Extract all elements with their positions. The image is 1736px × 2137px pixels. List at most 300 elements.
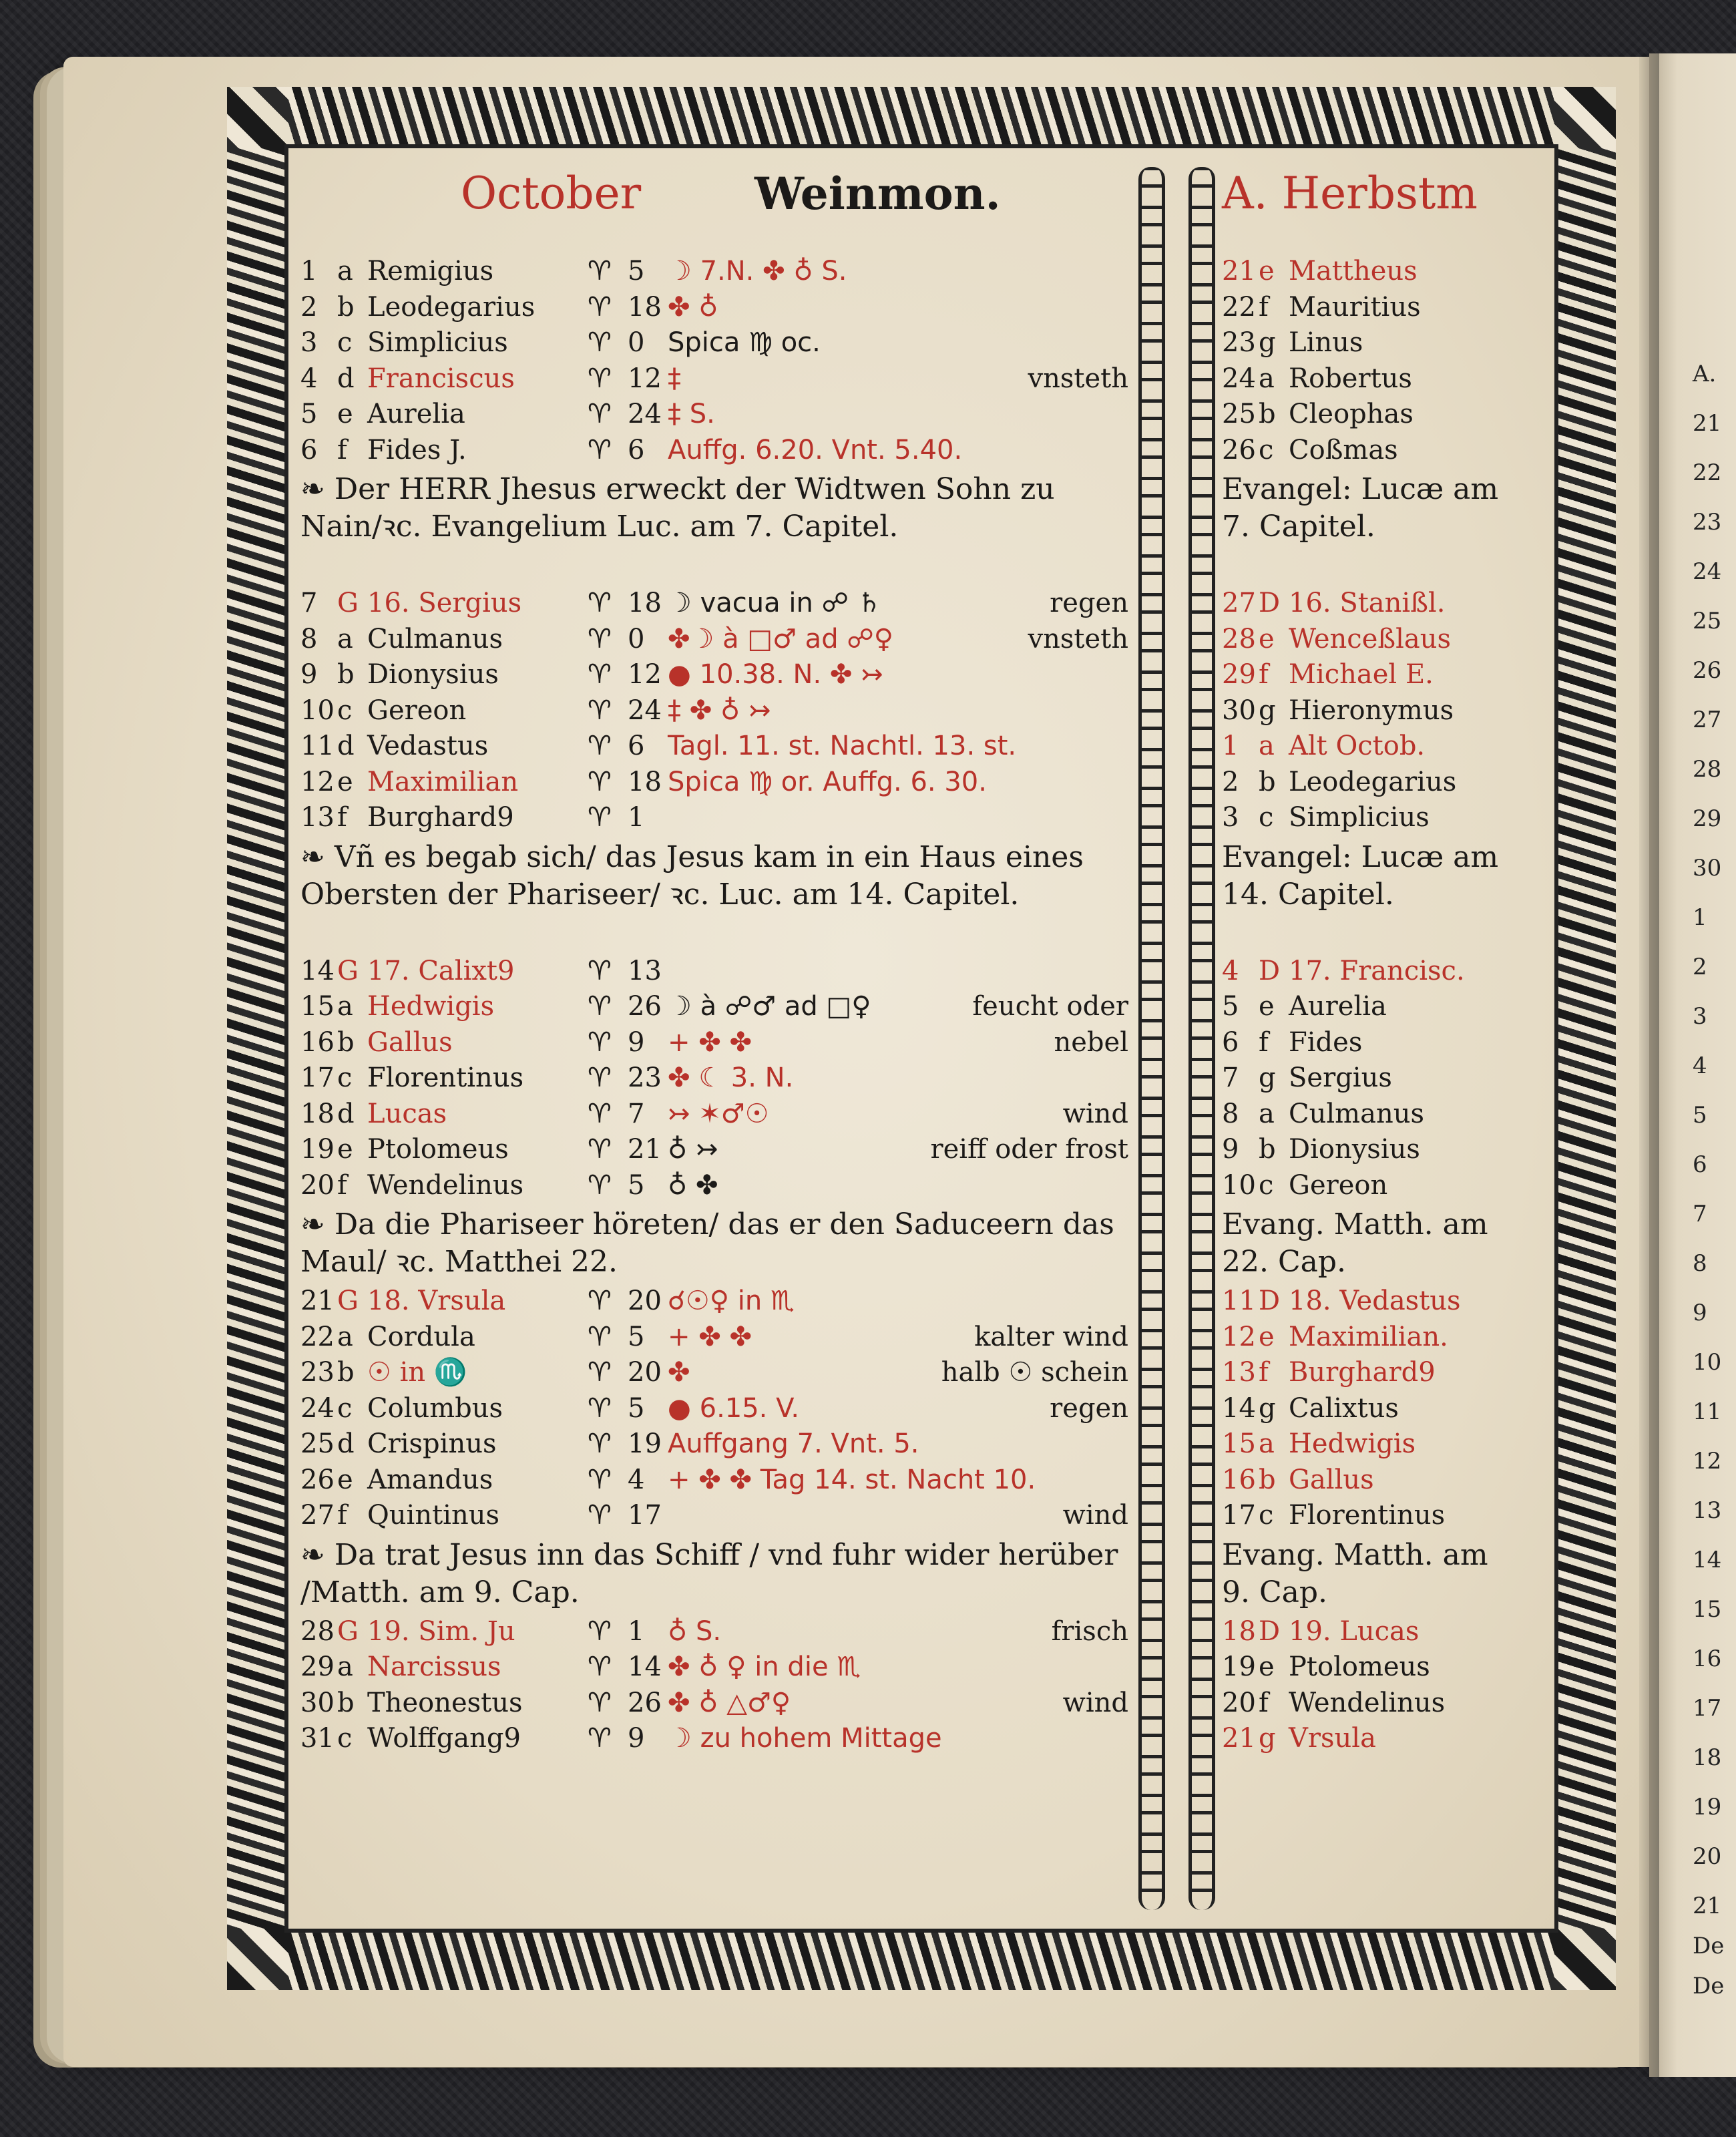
aspect-text: ● 10.38. N. ✤ ↣: [668, 659, 883, 690]
dominical-letter: f: [337, 802, 347, 833]
dominical-letter: d: [337, 363, 355, 394]
facing-page-number: 5: [1693, 1102, 1707, 1129]
old-day-number: 16: [1222, 1464, 1256, 1495]
day-number: 2: [300, 291, 318, 323]
old-day-row: [1222, 1498, 1502, 1533]
old-day-number: 23: [1222, 327, 1256, 358]
saint-name: 17. Calixt9: [367, 955, 515, 986]
weather-note: vnsteth: [1028, 363, 1128, 394]
dominical-letter: f: [337, 1169, 347, 1201]
old-dominical-letter: b: [1259, 399, 1276, 429]
day-row: [300, 1025, 1128, 1060]
old-day-number: 3: [1222, 802, 1239, 833]
zodiac-sign-icon: ♈: [588, 399, 612, 429]
gospel-note: ❧ Da trat Jesus inn das Schiff / vnd fuhr wider herüber /Matth. am 9. Cap.: [300, 1537, 1118, 1609]
old-saint-name: Michael E.: [1289, 659, 1434, 690]
dominical-letter: a: [337, 256, 353, 286]
day-row: [300, 325, 1128, 360]
dominical-letter: d: [337, 731, 355, 761]
zodiac-sign-icon: ♈: [588, 1062, 612, 1093]
old-day-row: [1222, 1320, 1502, 1354]
old-day-row: [1222, 729, 1502, 763]
old-day-number: 15: [1222, 1428, 1256, 1459]
old-dominical-letter: g: [1259, 1062, 1276, 1093]
facing-page-number: De: [1693, 1973, 1725, 1999]
facing-page-number: 16: [1693, 1645, 1722, 1672]
aspect-text: + ✤ ✤ Tag 14. st. Nacht 10.: [668, 1464, 1036, 1495]
facing-page-number: A.: [1693, 361, 1717, 387]
old-dominical-letter: b: [1259, 1464, 1276, 1495]
aspect-text: Spica ♍ oc.: [668, 327, 821, 358]
old-saint-name: Mattheus: [1289, 256, 1418, 286]
old-dominical-letter: D: [1259, 955, 1281, 986]
old-day-row: [1222, 657, 1502, 692]
old-saint-name: Linus: [1289, 327, 1363, 358]
dominical-letter: b: [337, 1026, 355, 1058]
old-saint-name: Mauritius: [1289, 291, 1421, 323]
aspect-text: ✤ ♁ △♂♀: [668, 1687, 791, 1718]
old-day-number: 9: [1222, 1134, 1239, 1165]
day-row: [300, 1391, 1128, 1426]
day-row: [300, 1463, 1128, 1497]
gospel-note: ❧ Da die Phariseer höreten/ das er den Saduceern das Maul/ ꝛc. Matthei 22.: [300, 1207, 1114, 1279]
weather-note: kalter wind: [974, 1321, 1128, 1352]
day-number: 21: [300, 1286, 335, 1316]
saint-name: 18. Vrsula: [367, 1286, 506, 1316]
facing-page-number: 4: [1693, 1052, 1707, 1079]
day-number: 6: [300, 434, 318, 465]
old-day-row: [1222, 622, 1502, 656]
saint-name: Florentinus: [367, 1062, 524, 1093]
saint-name: Dionysius: [367, 659, 499, 690]
zodiac-sign-icon: ♈: [588, 291, 612, 323]
dominical-letter: d: [337, 1428, 355, 1459]
old-day-number: 18: [1222, 1615, 1256, 1647]
saint-name: Vedastus: [367, 731, 489, 761]
saint-name: Columbus: [367, 1392, 503, 1424]
old-day-number: 25: [1222, 399, 1256, 429]
day-row: [300, 433, 1128, 467]
day-number: 1: [300, 256, 318, 286]
zodiac-sign-icon: ♈: [588, 1357, 612, 1388]
old-saint-name: Calixtus: [1289, 1392, 1399, 1424]
old-dominical-letter: e: [1259, 1652, 1275, 1682]
zodiac-sign-icon: ♈: [588, 659, 612, 690]
dominical-letter: a: [337, 991, 353, 1022]
degree-value: 26: [628, 1687, 662, 1718]
saint-name: Fides J.: [367, 434, 467, 465]
facing-page-number: 29: [1693, 805, 1722, 832]
old-saint-name: Leodegarius: [1289, 766, 1457, 797]
old-day-number: 2: [1222, 766, 1239, 797]
day-row: [300, 1168, 1128, 1203]
saint-name: Gereon: [367, 695, 467, 726]
facing-page-number: 18: [1693, 1744, 1722, 1771]
old-dominical-letter: g: [1259, 327, 1276, 358]
aspect-text: ☽ vacua in ☍ ♄: [668, 588, 881, 618]
aspect-text: ♁ S.: [668, 1615, 722, 1647]
zodiac-sign-icon: ♈: [588, 256, 612, 286]
old-day-number: 24: [1222, 363, 1256, 394]
degree-value: 18: [628, 766, 662, 797]
day-number: 12: [300, 766, 335, 797]
degree-value: 5: [628, 256, 645, 286]
dominical-letter: f: [337, 1500, 347, 1531]
facing-page-number: 27: [1693, 707, 1722, 733]
dominical-letter: c: [337, 1392, 353, 1424]
old-dominical-letter: g: [1259, 1392, 1276, 1424]
day-row: [300, 622, 1128, 656]
old-saint-name: Maximilian.: [1289, 1321, 1448, 1352]
saint-name: Franciscus: [367, 363, 515, 394]
aspect-text: ‡ S.: [668, 399, 715, 429]
old-day-row: [1222, 989, 1502, 1024]
aspect-text: ♁ ↣: [668, 1134, 718, 1165]
day-row: [300, 1320, 1128, 1354]
facing-page-number: 26: [1693, 657, 1722, 684]
day-number: 20: [300, 1169, 335, 1201]
old-day-row: [1222, 361, 1502, 396]
degree-value: 9: [628, 1723, 645, 1754]
degree-value: 5: [628, 1392, 645, 1424]
old-dominical-letter: D: [1259, 1615, 1281, 1647]
day-row: [300, 1498, 1128, 1533]
aspect-text: ↣ ✶♂☉: [668, 1098, 769, 1129]
old-dominical-letter: b: [1259, 1134, 1276, 1165]
day-row: [300, 1132, 1128, 1167]
old-day-row: [1222, 397, 1502, 431]
aspect-text: + ✤ ✤: [668, 1321, 752, 1352]
old-dominical-letter: f: [1259, 291, 1269, 323]
gospel-note: ❧ Der HERR Jhesus erweckt der Widtwen Sohn zu Nain/ꝛc. Evangelium Luc. am 7. Capitel.: [300, 472, 1055, 544]
dominical-letter: c: [337, 1723, 353, 1754]
day-row: [300, 586, 1128, 620]
old-day-number: 21: [1222, 256, 1256, 286]
day-number: 13: [300, 802, 335, 833]
old-dominical-letter: c: [1259, 802, 1274, 833]
day-number: 11: [300, 731, 335, 761]
zodiac-sign-icon: ♈: [588, 327, 612, 358]
weather-note: nebel: [1054, 1026, 1128, 1058]
day-number: 10: [300, 695, 335, 726]
dominical-letter: b: [337, 1357, 355, 1388]
day-row: [300, 1426, 1128, 1461]
facing-page-number: 11: [1693, 1398, 1722, 1425]
old-day-row: [1222, 1614, 1502, 1649]
day-row: [300, 1614, 1128, 1649]
facing-page-number: 14: [1693, 1547, 1722, 1573]
day-number: 22: [300, 1321, 335, 1352]
old-saint-name: Cleophas: [1289, 399, 1414, 429]
aspect-text: Auffgang 7. Vnt. 5.: [668, 1428, 919, 1459]
day-number: 30: [300, 1687, 335, 1718]
day-row: [300, 1355, 1128, 1390]
day-number: 28: [300, 1615, 335, 1647]
day-number: 27: [300, 1500, 335, 1531]
day-row: [300, 361, 1128, 396]
day-number: 9: [300, 659, 318, 690]
aspect-text: ☽ à ☍♂ ad □♀: [668, 991, 871, 1022]
day-row: [300, 1649, 1128, 1684]
facing-page-number: 25: [1693, 608, 1722, 634]
old-day-number: 27: [1222, 588, 1256, 618]
old-gospel-note: Evang. Matth. am 9. Cap.: [1222, 1537, 1488, 1609]
zodiac-sign-icon: ♈: [588, 1652, 612, 1682]
old-day-row: [1222, 1463, 1502, 1497]
day-number: 25: [300, 1428, 335, 1459]
degree-value: 1: [628, 802, 645, 833]
old-dominical-letter: e: [1259, 1321, 1275, 1352]
old-dominical-letter: e: [1259, 256, 1275, 286]
old-day-number: 19: [1222, 1652, 1256, 1682]
facing-page-number: 7: [1693, 1201, 1707, 1227]
old-dominical-letter: a: [1259, 1098, 1275, 1129]
facing-page-number: 22: [1693, 459, 1722, 486]
degree-value: 7: [628, 1098, 645, 1129]
aspect-text: ● 6.15. V.: [668, 1392, 800, 1424]
old-saint-name: Aurelia: [1289, 991, 1387, 1022]
facing-page-number: 21: [1693, 1893, 1722, 1919]
dominical-letter: a: [337, 1652, 353, 1682]
dominical-letter: a: [337, 1321, 353, 1352]
facing-page-number: 13: [1693, 1497, 1722, 1524]
zodiac-sign-icon: ♈: [588, 1026, 612, 1058]
old-dominical-letter: c: [1259, 434, 1274, 465]
day-number: 15: [300, 991, 335, 1022]
zodiac-sign-icon: ♈: [588, 1428, 612, 1459]
saint-name: Lucas: [367, 1098, 447, 1129]
weather-note: wind: [1062, 1687, 1128, 1718]
saint-name: Culmanus: [367, 623, 503, 654]
aspect-text: ✤ ☾ 3. N.: [668, 1062, 794, 1093]
old-calendar-title: A. Herbstm: [1222, 168, 1478, 219]
old-day-number: 10: [1222, 1169, 1256, 1201]
degree-value: 19: [628, 1428, 662, 1459]
dominical-letter: G: [337, 1615, 359, 1647]
degree-value: 9: [628, 1026, 645, 1058]
old-day-number: 6: [1222, 1026, 1239, 1058]
old-dominical-letter: f: [1259, 1687, 1269, 1718]
old-day-number: 5: [1222, 991, 1239, 1022]
old-saint-name: Wenceßlaus: [1289, 623, 1452, 654]
day-row: [300, 1284, 1128, 1318]
day-row: [300, 1686, 1128, 1720]
old-saint-name: Robertus: [1289, 363, 1412, 394]
dominical-letter: e: [337, 766, 353, 797]
gospel-note: ❧ Vñ es begab sich/ das Jesus kam in ein Haus eines Obersten der Phariseer/ ꝛc. Luc. am 14. Capitel.: [300, 839, 1084, 912]
day-number: 19: [300, 1134, 335, 1165]
day-row: [300, 693, 1128, 728]
degree-value: 26: [628, 991, 662, 1022]
saint-name: Narcissus: [367, 1652, 501, 1682]
weather-note: reiff oder frost: [930, 1134, 1128, 1165]
old-day-row: [1222, 325, 1502, 360]
zodiac-sign-icon: ♈: [588, 1392, 612, 1424]
dominical-letter: c: [337, 1062, 353, 1093]
facing-page-number: 10: [1693, 1349, 1722, 1376]
zodiac-sign-icon: ♈: [588, 802, 612, 833]
day-row: [300, 954, 1128, 988]
aspect-text: ☌☉♀ in ♏: [668, 1286, 795, 1316]
book-gutter: [1639, 53, 1659, 2077]
saint-name: Wolffgang9: [367, 1723, 521, 1754]
zodiac-sign-icon: ♈: [588, 1286, 612, 1316]
degree-value: 5: [628, 1169, 645, 1201]
old-saint-name: Coßmas: [1289, 434, 1398, 465]
old-day-number: 14: [1222, 1392, 1256, 1424]
zodiac-sign-icon: ♈: [588, 1687, 612, 1718]
day-row: [300, 254, 1128, 288]
zodiac-sign-icon: ♈: [588, 731, 612, 761]
old-dominical-letter: a: [1259, 731, 1275, 761]
old-saint-name: Vrsula: [1289, 1723, 1376, 1754]
saint-name: Aurelia: [367, 399, 465, 429]
old-day-row: [1222, 800, 1502, 835]
old-saint-name: 17. Francisc.: [1289, 955, 1465, 986]
aspect-text: ♁ ✤: [668, 1169, 718, 1201]
saint-name: ☉ in ♏: [367, 1357, 467, 1388]
aspect-text: ✤ ♁: [668, 291, 718, 323]
month-latin-title: October: [461, 168, 642, 219]
weather-note: regen: [1050, 1392, 1128, 1424]
day-number: 29: [300, 1652, 335, 1682]
old-day-number: 30: [1222, 695, 1256, 726]
weather-note: feucht oder: [972, 991, 1128, 1022]
dominical-letter: c: [337, 695, 353, 726]
old-saint-name: Ptolomeus: [1289, 1652, 1430, 1682]
zodiac-sign-icon: ♈: [588, 991, 612, 1022]
facing-page-number: 8: [1693, 1250, 1707, 1277]
weather-note: vnsteth: [1028, 623, 1128, 654]
old-day-row: [1222, 1426, 1502, 1461]
degree-value: 20: [628, 1286, 662, 1316]
day-row: [300, 397, 1128, 431]
degree-value: 23: [628, 1062, 662, 1093]
saint-name: Wendelinus: [367, 1169, 524, 1201]
saint-name: Quintinus: [367, 1500, 500, 1531]
old-day-row: [1222, 1025, 1502, 1060]
old-day-row: [1222, 1391, 1502, 1426]
old-saint-name: Fides: [1289, 1026, 1363, 1058]
old-day-number: 13: [1222, 1357, 1256, 1388]
old-saint-name: Culmanus: [1289, 1098, 1424, 1129]
saint-name: Leodegarius: [367, 291, 535, 323]
old-day-row: [1222, 1284, 1502, 1318]
day-number: 16: [300, 1026, 335, 1058]
saint-name: Burghard9: [367, 802, 514, 833]
dominical-letter: G: [337, 588, 359, 618]
old-day-number: 12: [1222, 1321, 1256, 1352]
old-saint-name: Simplicius: [1289, 802, 1430, 833]
degree-value: 18: [628, 291, 662, 323]
old-day-row: [1222, 1168, 1502, 1203]
old-day-number: 21: [1222, 1723, 1256, 1754]
old-gospel-note: Evang. Matth. am 22. Cap.: [1222, 1207, 1488, 1279]
degree-value: 18: [628, 588, 662, 618]
day-number: 3: [300, 327, 318, 358]
zodiac-sign-icon: ♈: [588, 695, 612, 726]
facing-page-number: 28: [1693, 756, 1722, 783]
zodiac-sign-icon: ♈: [588, 766, 612, 797]
facing-page-number: 3: [1693, 1003, 1707, 1030]
day-row: [300, 1721, 1128, 1756]
old-day-number: 28: [1222, 623, 1256, 654]
aspect-text: + ✤ ✤: [668, 1026, 752, 1058]
old-day-row: [1222, 954, 1502, 988]
old-day-number: 4: [1222, 955, 1239, 986]
facing-page-number: 17: [1693, 1695, 1722, 1722]
old-day-number: 29: [1222, 659, 1256, 690]
aspect-text: ✤☽ à □♂ ad ☍♀: [668, 623, 894, 654]
degree-value: 4: [628, 1464, 645, 1495]
old-day-number: 26: [1222, 434, 1256, 465]
dominical-letter: f: [337, 434, 347, 465]
facing-page-number: 9: [1693, 1300, 1707, 1326]
old-dominical-letter: a: [1259, 363, 1275, 394]
old-dominical-letter: D: [1259, 1286, 1281, 1316]
facing-page-number: 15: [1693, 1596, 1722, 1623]
aspect-text: ‡: [668, 363, 681, 394]
old-day-row: [1222, 1060, 1502, 1095]
old-day-row: [1222, 693, 1502, 728]
saint-name: Ptolomeus: [367, 1134, 509, 1165]
facing-page-number: 12: [1693, 1448, 1722, 1475]
dominical-letter: b: [337, 659, 355, 690]
old-saint-name: Gallus: [1289, 1464, 1374, 1495]
dominical-letter: e: [337, 399, 353, 429]
zodiac-sign-icon: ♈: [588, 1169, 612, 1201]
old-day-row: [1222, 1686, 1502, 1720]
old-saint-name: Alt Octob.: [1289, 731, 1426, 761]
zodiac-sign-icon: ♈: [588, 1134, 612, 1165]
old-day-row: [1222, 290, 1502, 325]
facing-page-number: 2: [1693, 954, 1707, 980]
dominical-letter: d: [337, 1098, 355, 1129]
old-saint-name: 16. Stanißl.: [1289, 588, 1446, 618]
zodiac-sign-icon: ♈: [588, 588, 612, 618]
day-number: 17: [300, 1062, 335, 1093]
old-dominical-letter: g: [1259, 695, 1276, 726]
day-row: [300, 1097, 1128, 1131]
day-row: [300, 290, 1128, 325]
month-german-title: Weinmon.: [754, 168, 1001, 220]
dominical-letter: a: [337, 623, 353, 654]
aspect-text: ☽ zu hohem Mittage: [668, 1723, 942, 1754]
old-saint-name: 19. Lucas: [1289, 1615, 1420, 1647]
day-number: 18: [300, 1098, 335, 1129]
old-day-number: 17: [1222, 1500, 1256, 1531]
saint-name: Remigius: [367, 256, 494, 286]
zodiac-sign-icon: ♈: [588, 1500, 612, 1531]
saint-name: Amandus: [367, 1464, 493, 1495]
day-row: [300, 1060, 1128, 1095]
degree-value: 12: [628, 363, 662, 394]
dominical-letter: b: [337, 291, 355, 323]
old-saint-name: Gereon: [1289, 1169, 1388, 1201]
degree-value: 12: [628, 659, 662, 690]
day-number: 5: [300, 399, 318, 429]
facing-page-number: 30: [1693, 855, 1722, 882]
degree-value: 17: [628, 1500, 662, 1531]
dominical-letter: b: [337, 1687, 355, 1718]
old-dominical-letter: f: [1259, 659, 1269, 690]
old-saint-name: Sergius: [1289, 1062, 1392, 1093]
degree-value: 6: [628, 731, 645, 761]
old-day-number: 7: [1222, 1062, 1239, 1093]
day-row: [300, 989, 1128, 1024]
degree-value: 14: [628, 1652, 662, 1682]
old-day-number: 22: [1222, 291, 1256, 323]
